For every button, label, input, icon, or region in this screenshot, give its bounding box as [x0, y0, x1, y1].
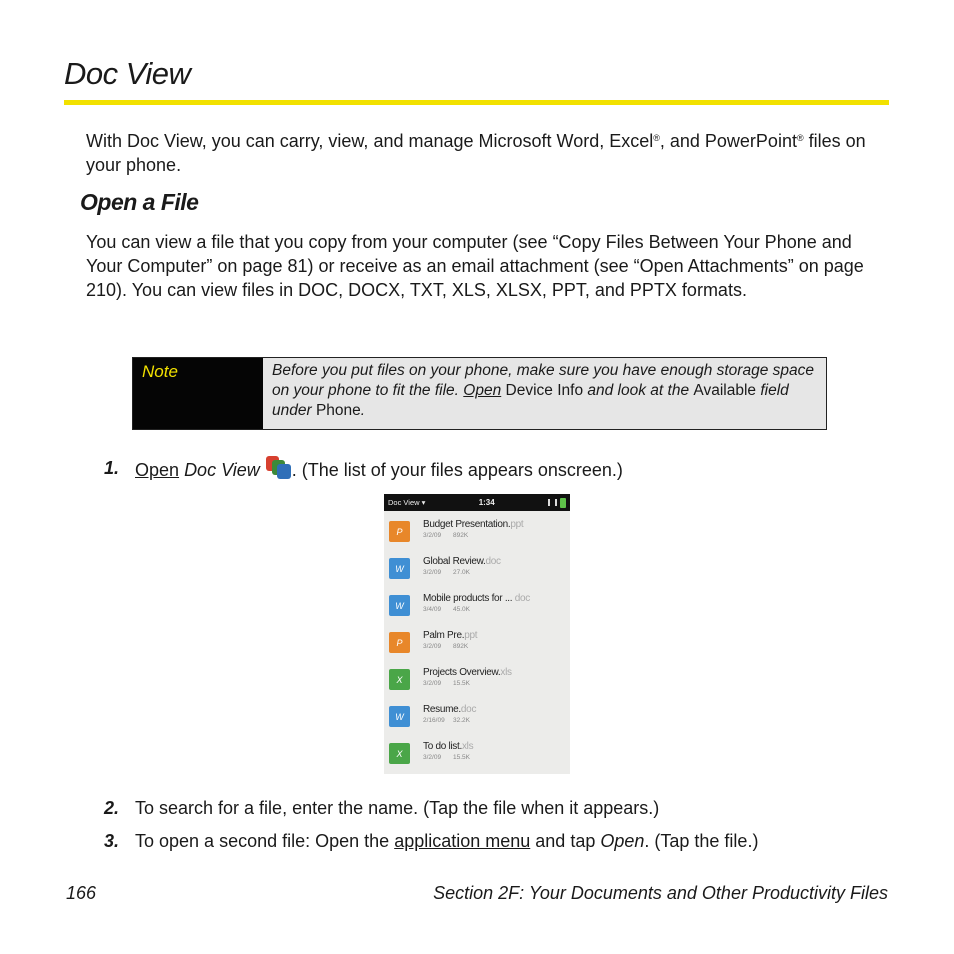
step-number: 2. — [104, 798, 120, 818]
word-file-icon: W — [389, 595, 410, 616]
file-date: 3/2/09 — [423, 532, 442, 539]
application-menu-link[interactable]: application menu — [394, 831, 531, 851]
file-name: Projects Overview.xls — [423, 667, 512, 678]
powerpoint-file-icon: P — [389, 521, 410, 542]
excel-file-icon: X — [389, 669, 410, 690]
file-name: Resume.doc — [423, 704, 477, 715]
file-size: 892K — [453, 532, 469, 539]
status-bar — [384, 494, 570, 511]
file-name: Palm Pre.ppt — [423, 630, 478, 641]
word-file-icon: W — [389, 706, 410, 727]
file-date: 3/2/09 — [423, 643, 442, 650]
battery-icon — [560, 498, 566, 508]
title-rule — [64, 100, 889, 105]
file-date: 3/2/09 — [423, 680, 442, 687]
note-box — [132, 357, 827, 430]
app-name: Doc View — [184, 460, 260, 480]
file-row[interactable] — [384, 551, 570, 588]
page-number: 166 — [66, 883, 97, 903]
step-body: Open Doc View . (The list of your files appears onscreen.) — [135, 456, 623, 482]
word-file-icon: W — [389, 558, 410, 579]
file-list — [384, 511, 570, 774]
file-date: 2/16/09 — [423, 717, 445, 724]
file-date: 3/2/09 — [423, 569, 442, 576]
step-body: To open a second file: Open the application menu and tap Open. (Tap the file.) — [135, 831, 759, 851]
signal-icon — [548, 499, 557, 506]
file-size: 45.0K — [453, 606, 470, 613]
available-label: Available — [693, 382, 757, 399]
step-2 — [104, 796, 894, 820]
device-info-label: Device Info — [505, 382, 584, 399]
footer-section-title: Section 2F: Your Documents and Other Productivity Files — [433, 883, 888, 903]
open-command: Open — [600, 831, 645, 851]
file-name: Budget Presentation.ppt — [423, 519, 524, 530]
phone-screenshot — [384, 494, 570, 774]
file-row[interactable] — [384, 514, 570, 551]
file-size: 27.0K — [453, 569, 470, 576]
open-file-paragraph: You can view a file that you copy from your computer (see “Copy Files Between Your Phone and Your Computer” on page 81) or receive as an email attachment (see “Open Attachments” on page 210). You can view files in DOC, DOCX, TXT, XLS, XLSX, PPT, and PPTX formats. — [86, 232, 864, 300]
file-size: 15.5K — [453, 680, 470, 687]
file-date: 3/2/09 — [423, 754, 442, 761]
powerpoint-file-icon: P — [389, 632, 410, 653]
note-label-cell — [133, 358, 263, 429]
file-name: To do list.xls — [423, 741, 474, 752]
section-heading: Open a File — [80, 189, 199, 215]
phone-label: Phone — [315, 402, 361, 419]
file-name: Mobile products for ... doc — [423, 593, 530, 604]
file-row[interactable] — [384, 736, 570, 773]
status-icons — [548, 498, 566, 508]
page-title: Doc View — [64, 56, 191, 91]
step-1 — [104, 456, 894, 482]
app-menu-label[interactable]: Doc View ▾ — [388, 498, 426, 507]
excel-file-icon: X — [389, 743, 410, 764]
file-date: 3/4/09 — [423, 606, 442, 613]
file-row[interactable] — [384, 588, 570, 625]
file-name: Global Review.doc — [423, 556, 501, 567]
step-number: 1. — [104, 458, 120, 478]
note-label: Note — [142, 362, 178, 381]
clock: 1:34 — [478, 498, 495, 507]
step-number: 3. — [104, 831, 120, 851]
open-link[interactable]: Open — [135, 460, 180, 480]
doc-view-app-icon — [264, 456, 292, 480]
file-row[interactable] — [384, 662, 570, 699]
file-row[interactable] — [384, 699, 570, 736]
file-size: 15.5K — [453, 754, 470, 761]
intro-paragraph: With Doc View, you can carry, view, and manage Microsoft Word, Excel®, and PowerPoint® files on your phone. — [86, 131, 866, 175]
file-size: 32.2K — [453, 717, 470, 724]
step-body: To search for a file, enter the name. (Tap the file when it appears.) — [135, 798, 660, 818]
step-3 — [104, 829, 894, 853]
note-text: Before you put files on your phone, make sure you have enough storage space on your phone to fit the file. Open Device Info and look at the Available field under Phone. — [263, 358, 826, 429]
note-open-link[interactable]: Open — [463, 382, 502, 399]
file-row[interactable] — [384, 625, 570, 662]
file-size: 892K — [453, 643, 469, 650]
chevron-down-icon: ▾ — [421, 498, 426, 507]
